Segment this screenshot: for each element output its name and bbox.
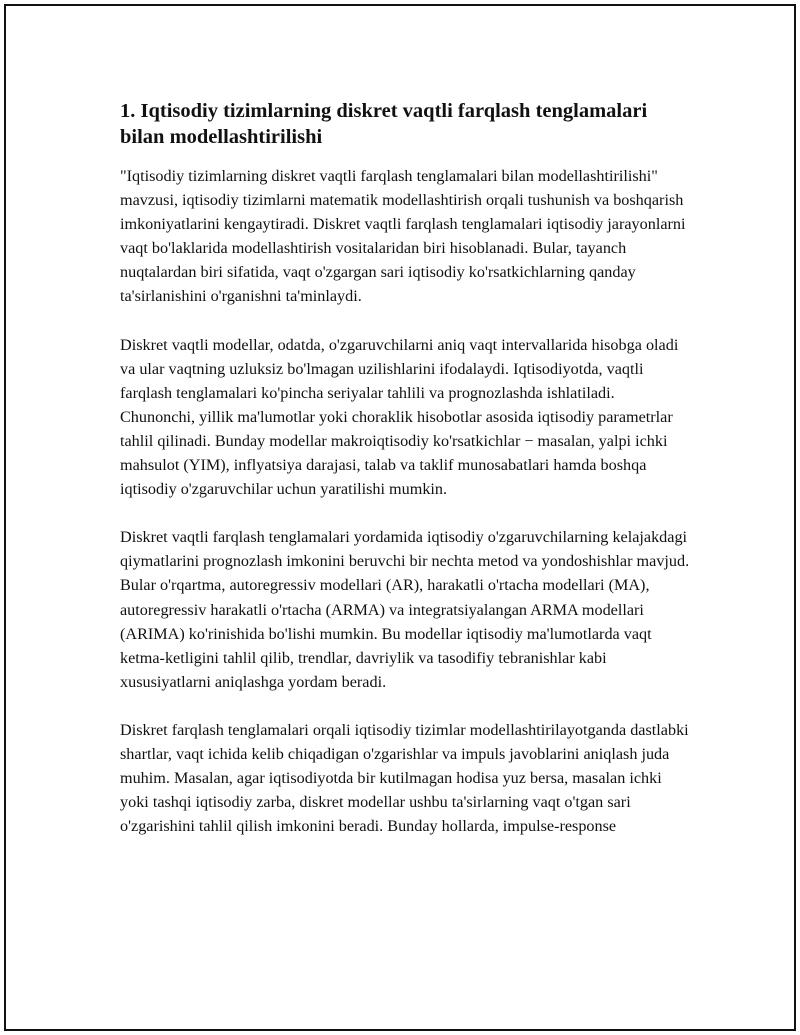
section-heading: 1. Iqtisodiy tizimlarning diskret vaqtli farqlash tenglamalari bilan modellashtirilishi [120,100,648,148]
document-body [120,98,690,862]
paragraph: Diskret farqlash tenglamalari orqali iqtisodiy tizimlar modellashtirilayotganda dastlabki shartlar, vaqt ichida kelib chiqadigan o'zgarishlar va impuls javoblarini aniqlash juda muhim. Masalan, agar iqtisodiyotda bir kutilmagan hodisa yuz bersa, masalan ichki yoki tashqi iqtisodiy zarba, diskret modellar ushbu ta'sirlarning vaqt o'tgan sari o'zgarishini tahlil qilish imkonini beradi. Bunday hollarda, impulse-response [120,720,689,836]
paragraph: Diskret vaqtli modellar, odatda, o'zgaruvchilarni aniq vaqt intervallarida hisobga oladi va ular vaqtning uzluksiz bo'lmagan uzilishlarini ifodalaydi. Iqtisodiyotda, vaqtli farqlash tenglamalari ko'pincha seriyalar tahlili va prognozlashda ishlatiladi. Chunonchi, yillik ma'lumotlar yoki choraklik hisobotlar asosida iqtisodiy parametrlar tahlil qilinadi. Bunday modellar makroiqtisodiy ko'rsatkichlar − masalan, yalpi ichki mahsulot (YIM), inflyatsiya darajasi, talab va taklif munosabatlari hamda boshqa iqtisodiy o'zgaruvchilar uchun yaratilishi mumkin. [120,335,679,499]
paragraph: Diskret vaqtli farqlash tenglamalari yordamida iqtisodiy o'zgaruvchilarning kelajakdagi qiymatlarini prognozlash imkonini beruvchi bir nechta metod va yondoshishlar mavjud. Bular o'rqartma, autoregressiv modellari (AR), harakatli o'rtacha modellari (MA), autoregressiv harakatli o'rtacha (ARMA) va integratsiyalangan ARMA modellari (ARIMA) ko'rinishida bo'lishi mumkin. Bu modellar iqtisodiy ma'lumotlarda vaqt ketma-ketligini tahlil qilib, trendlar, davriylik va tasodifiy tebranishlar kabi xususiyatlarni aniqlashga yordam beradi. [120,528,690,691]
page-frame [4,4,796,1031]
paragraph: "Iqtisodiy tizimlarning diskret vaqtli farqlash tenglamalari bilan modellashtirilishi" mavzusi, iqtisodiy tizimlarni matematik modellashtirish orqali tushunish va boshqarish imkoniyatlarini kengaytiradi. Diskret vaqtli farqlash tenglamalari iqtisodiy jarayonlarni vaqt bo'laklarida modellashtirish vositalaridan biri hisoblanadi. Bular, tayanch nuqtalardan biri sifatida, vaqt o'zgargan sari iqtisodiy ko'rsatkichlarning qanday ta'sirlanishini o'rganishni ta'minlaydi. [120,167,686,306]
